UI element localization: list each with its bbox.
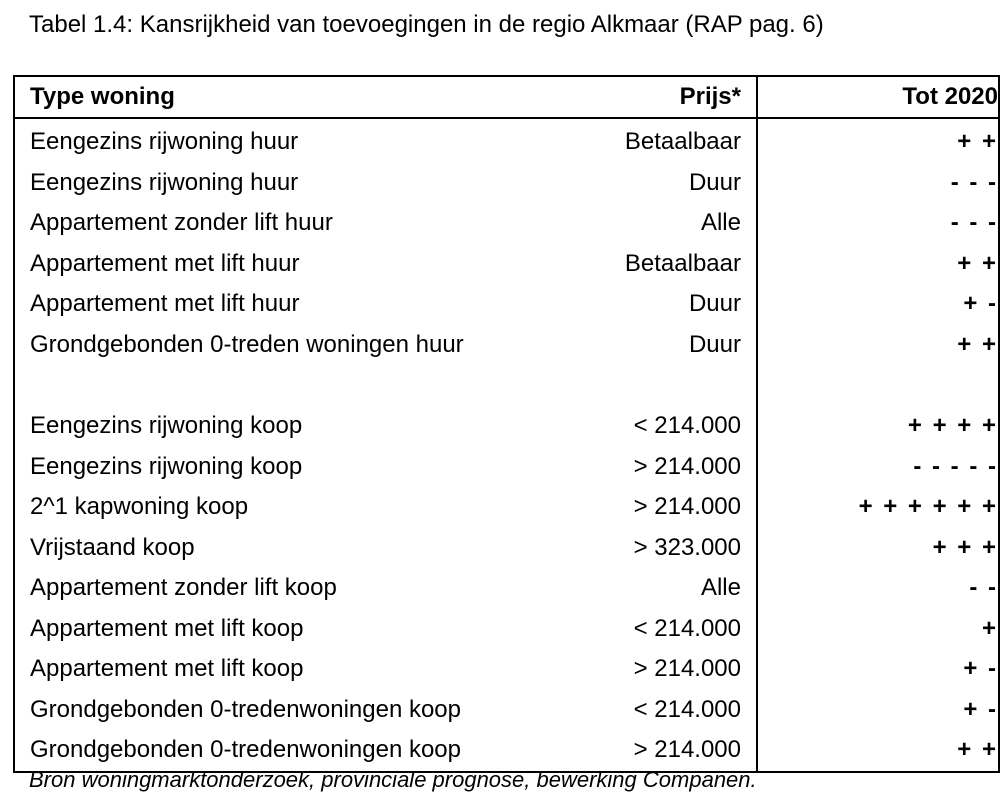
row-score: - - - — [757, 163, 999, 204]
table-row — [14, 487, 999, 528]
row-score: + + — [757, 118, 999, 163]
table-row — [14, 406, 999, 447]
row-type: Grondgebonden 0-tredenwoningen koop — [30, 736, 462, 764]
row-price: Alle — [700, 574, 741, 602]
row-score: - - - - - — [757, 447, 999, 488]
table-row — [14, 118, 999, 163]
row-score: + + — [757, 325, 999, 366]
row-price: Duur — [688, 330, 741, 358]
header-score: Tot 2020 — [757, 76, 999, 118]
table-row — [14, 568, 999, 609]
table-row — [14, 163, 999, 204]
row-type: Eengezins rijwoning huur — [30, 128, 299, 156]
table-row — [14, 447, 999, 488]
row-score: + + + + + + — [757, 487, 999, 528]
table-caption: Tabel 1.4: Kansrijkheid van toevoegingen in de regio Alkmaar (RAP pag. 6) — [29, 11, 824, 38]
row-price: > 323.000 — [633, 533, 741, 561]
row-price: > 214.000 — [633, 655, 741, 683]
row-score: + - — [757, 690, 999, 731]
row-type: Appartement zonder lift koop — [30, 574, 337, 602]
header-type: Type woning — [30, 83, 175, 110]
row-price: Betaalbaar — [624, 128, 741, 156]
row-price: > 214.000 — [633, 493, 741, 521]
row-price: > 214.000 — [633, 452, 741, 480]
source-note: Bron woningmarktonderzoek, provinciale prognose, bewerking Companen. — [29, 767, 757, 792]
housing-table — [13, 75, 1000, 773]
row-price: Betaalbaar — [624, 249, 741, 277]
row-price: < 214.000 — [633, 412, 741, 440]
table-header-row — [14, 76, 999, 118]
row-type: Eengezins rijwoning koop — [30, 452, 303, 480]
row-price: Alle — [700, 209, 741, 237]
row-score: + - — [757, 649, 999, 690]
row-score: - - — [757, 568, 999, 609]
header-price: Prijs* — [679, 83, 741, 110]
row-score: + — [757, 609, 999, 650]
row-price: < 214.000 — [633, 695, 741, 723]
row-price: Duur — [688, 290, 741, 318]
row-type: Grondgebonden 0-treden woningen huur — [30, 330, 464, 358]
table-row — [14, 609, 999, 650]
row-type: Appartement zonder lift huur — [30, 209, 333, 237]
table-row — [14, 528, 999, 569]
table-row — [14, 690, 999, 731]
row-type: 2^1 kapwoning koop — [30, 493, 249, 521]
table-row — [14, 284, 999, 325]
row-score: + + + + — [757, 406, 999, 447]
table-row — [14, 244, 999, 285]
row-type: Appartement met lift huur — [30, 249, 300, 277]
row-type: Eengezins rijwoning koop — [30, 412, 303, 440]
row-score: + + — [757, 244, 999, 285]
row-score: + - — [757, 284, 999, 325]
row-type: Appartement met lift koop — [30, 614, 304, 642]
row-price: < 214.000 — [633, 614, 741, 642]
row-price: Duur — [688, 168, 741, 196]
row-price: > 214.000 — [633, 736, 741, 764]
table-row — [14, 203, 999, 244]
row-score: + + — [757, 730, 999, 772]
table-row — [14, 649, 999, 690]
table-spacer-row — [14, 365, 999, 406]
row-type: Appartement met lift koop — [30, 655, 304, 683]
row-type: Vrijstaand koop — [30, 533, 195, 561]
row-type: Grondgebonden 0-tredenwoningen koop — [30, 695, 462, 723]
row-score: - - - — [757, 203, 999, 244]
row-score: + + + — [757, 528, 999, 569]
table-row — [14, 325, 999, 366]
row-type: Eengezins rijwoning huur — [30, 168, 299, 196]
row-type: Appartement met lift huur — [30, 290, 300, 318]
